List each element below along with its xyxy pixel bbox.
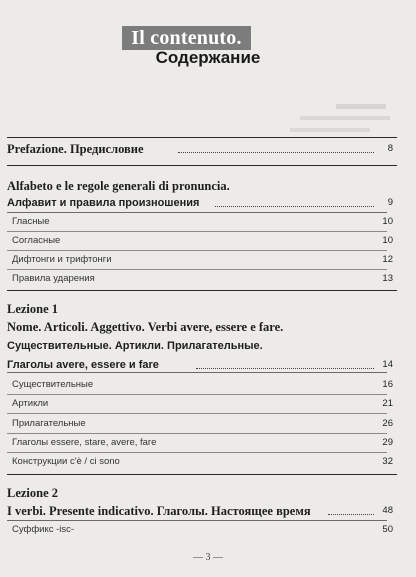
toc-entry-page: 9 xyxy=(387,197,393,208)
toc-entry-page: 32 xyxy=(382,456,393,467)
page-number: — 3 — xyxy=(193,552,223,563)
toc-entry-page: 14 xyxy=(382,359,393,370)
toc-entry-label: Гласные xyxy=(12,216,50,227)
dot-leader xyxy=(178,152,374,153)
divider xyxy=(7,433,387,434)
dot-leader xyxy=(196,368,374,369)
toc-entry-label: Алфавит и правила произношения xyxy=(7,197,200,209)
toc-entry-label: Артикли xyxy=(12,398,49,409)
toc-entry-soglasnye[interactable] xyxy=(0,233,416,249)
divider xyxy=(7,250,387,251)
toc-entry-page: 10 xyxy=(382,216,393,227)
toc-entry-label: I verbi. Presente indicativo. Глаголы. Настоящее время xyxy=(7,504,311,518)
toc-entry-page: 50 xyxy=(382,524,393,535)
lesson-2-heading: Lezione 2 xyxy=(7,486,59,500)
toc-entry-page: 12 xyxy=(382,254,393,265)
toc-entry-alfavit[interactable] xyxy=(0,195,416,211)
toc-entry-label: Правила ударения xyxy=(12,273,95,284)
divider xyxy=(7,290,397,291)
divider xyxy=(7,520,387,521)
toc-entry-page: 21 xyxy=(382,398,393,409)
toc-entry-glagoly-essere[interactable] xyxy=(0,435,416,451)
toc-entry-konstr[interactable] xyxy=(0,454,416,470)
toc-entry-prefazione[interactable] xyxy=(0,141,416,157)
toc-entry-page: 48 xyxy=(382,505,393,516)
bleed-through-mark xyxy=(290,128,370,132)
toc-entry-label: Конструкции c'è / ci sono xyxy=(12,456,120,467)
title-italian: Il contenuto. xyxy=(131,26,242,49)
lesson-1-heading: Lezione 1 xyxy=(7,302,59,316)
toc-entry-label: Существительные xyxy=(12,379,94,390)
toc-entry-page: 13 xyxy=(382,273,393,284)
toc-entry-page: 29 xyxy=(382,437,393,448)
toc-entry-label: Глаголы essere, stare, avere, fare xyxy=(12,437,157,448)
dot-leader xyxy=(215,206,374,207)
toc-entry-label: Прилагательные xyxy=(12,418,86,429)
toc-entry-suffix[interactable] xyxy=(0,522,416,538)
bleed-through-mark xyxy=(336,104,386,109)
divider xyxy=(7,474,397,475)
toc-entry-prilag[interactable] xyxy=(0,416,416,432)
divider xyxy=(7,137,397,138)
toc-entry-label: Согласные xyxy=(12,235,61,246)
divider xyxy=(7,394,387,395)
toc-entry-page: 8 xyxy=(387,143,393,154)
toc-entry-udarenie[interactable] xyxy=(0,271,416,287)
toc-entry-l2-title[interactable] xyxy=(0,503,416,519)
toc-entry-label: Дифтонги и трифтонги xyxy=(12,254,112,265)
divider xyxy=(7,231,387,232)
toc-entry-artikli[interactable] xyxy=(0,396,416,412)
section-title-alfabeto: Alfabeto e le regole generali di pronuncia. xyxy=(7,179,230,193)
dot-leader xyxy=(328,514,374,515)
toc-entry-diftongi[interactable] xyxy=(0,252,416,268)
divider xyxy=(7,372,387,373)
lesson-1-title-russian: Существительные. Артикли. Прилагательные. xyxy=(7,340,263,352)
toc-entry-glasnye[interactable] xyxy=(0,214,416,230)
divider xyxy=(7,269,387,270)
divider xyxy=(7,165,397,166)
divider xyxy=(7,452,387,453)
title-box xyxy=(122,26,251,50)
title-russian: Содержание xyxy=(155,48,261,67)
toc-entry-label: Суффикс -isc- xyxy=(12,524,75,535)
toc-entry-page: 26 xyxy=(382,418,393,429)
divider xyxy=(7,212,387,213)
toc-entry-label: Глаголы avere, essere и fare xyxy=(7,359,159,371)
toc-entry-l1-glagoly[interactable] xyxy=(0,357,416,373)
toc-entry-page: 16 xyxy=(382,379,393,390)
bleed-through-mark xyxy=(300,116,390,120)
toc-entry-sushch[interactable] xyxy=(0,377,416,393)
lesson-1-title-italian: Nome. Articoli. Aggettivo. Verbi avere, essere e fare. xyxy=(7,320,284,334)
divider xyxy=(7,413,387,414)
toc-entry-label: Prefazione. Предисловие xyxy=(7,142,144,156)
toc-entry-page: 10 xyxy=(382,235,393,246)
